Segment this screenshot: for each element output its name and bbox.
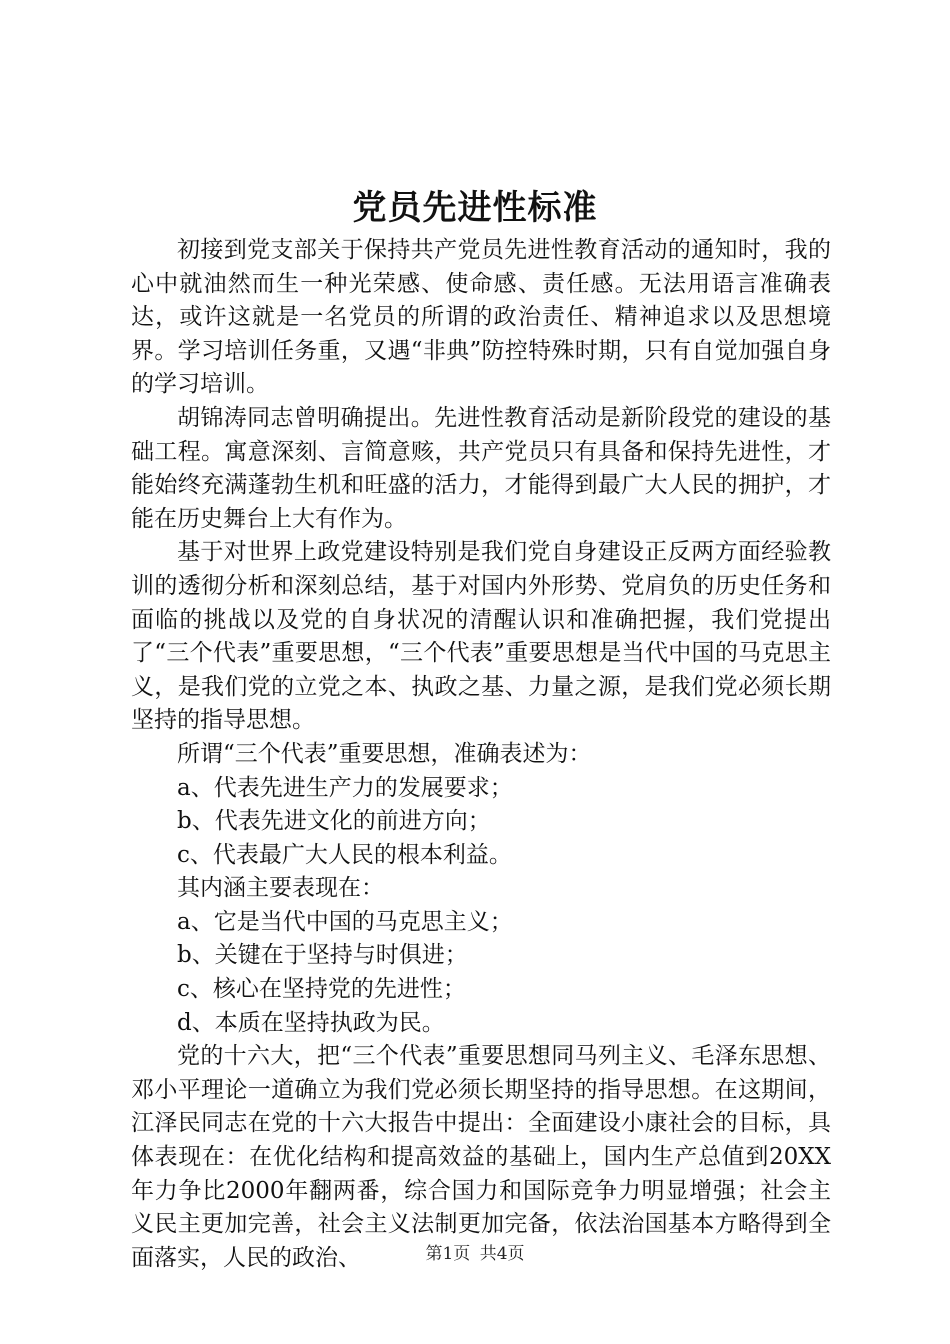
document-body xyxy=(131,234,831,1275)
list-item: b、代表先进文化的前进方向； xyxy=(177,808,491,835)
list-item: b、关键在于坚持与时俱进； xyxy=(177,942,468,969)
paragraph-definition-lead: 所谓“三个代表”重要思想，准确表述为： xyxy=(177,740,592,767)
paragraph-sixteenth-congress: 党的十六大，把“三个代表”重要思想同马列主义、毛泽东思想、邓小平理论一道确立为我们党必须长期坚持的指导思想。在这期间，江泽民同志在党的十六大报告中提出：全面建设小康社会的目标，具体表现在：在优化结构和提高效益的基础上，国内生产总值到20XX年力争比2000年翻两番，综合国力和国际竞争力明显增强；社会主义民主更加完善，社会主义法制更加完备，依法治国基本方略得到全面落实，人民的政治、 xyxy=(131,1043,831,1271)
paragraph-hu-jintao: 胡锦涛同志曾明确提出。先进性教育活动是新阶段党的建设的基础工程。寓意深刻、言简意赅，共产党员只有具备和保持先进性，才能始终充满蓬勃生机和旺盛的活力，才能得到最广大人民的拥护，才能在历史舞台上大有作为。 xyxy=(131,404,831,532)
page-number: 第1页 xyxy=(425,1244,471,1264)
paragraph-connotation-lead: 其内涵主要表现在： xyxy=(177,875,384,902)
list-item: c、代表最广大人民的根本利益。 xyxy=(177,841,512,868)
list-item: d、本质在坚持执政为民。 xyxy=(177,1009,445,1036)
page-footer xyxy=(0,1242,950,1266)
page-total: 共4页 xyxy=(479,1244,525,1264)
list-item: a、它是当代中国的马克思主义； xyxy=(177,908,513,935)
paragraph-three-represents: 基于对世界上政党建设特别是我们党自身建设正反两方面经验教训的透彻分析和深刻总结，基于对国内外形势、党肩负的历史任务和面临的挑战以及党的自身状况的清醒认识和准确把握，我们党提出了“三个代表”重要思想，“三个代表”重要思想是当代中国的马克思主义，是我们党的立党之本、执政之基、力量之源，是我们党必须长期坚持的指导思想。 xyxy=(131,539,831,734)
paragraph-intro: 初接到党支部关于保持共产党员先进性教育活动的通知时，我的心中就油然而生一种光荣感、使命感、责任感。无法用语言准确表达，或许这就是一名党员的所谓的政治责任、精神追求以及思想境界。学习培训任务重，又遇“非典”防控特殊时期，只有自觉加强自身的学习培训。 xyxy=(131,237,831,398)
document-title: 党员先进性标准 xyxy=(352,188,598,228)
list-item: c、核心在坚持党的先进性； xyxy=(177,976,466,1003)
list-item: a、代表先进生产力的发展要求； xyxy=(177,774,513,801)
